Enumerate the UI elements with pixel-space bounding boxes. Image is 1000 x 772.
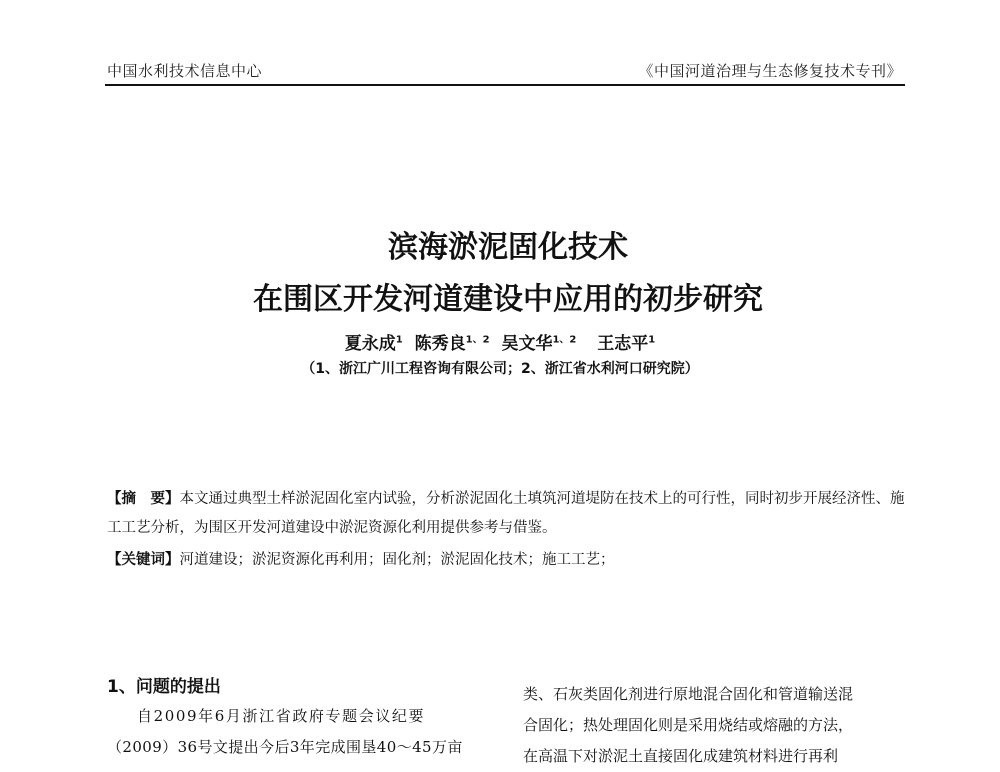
body-line: 自2009年6月浙江省政府专题会议纪要: [137, 707, 426, 725]
section-heading: 1、问题的提出: [107, 677, 221, 697]
title-line-2: 在围区开发河道建设中应用的初步研究: [253, 282, 763, 317]
running-head-right: 《中国河道治理与生态修复技术专刊》: [638, 62, 902, 80]
abstract: [107, 484, 907, 543]
body-column-right: [523, 679, 903, 772]
keywords: [107, 547, 907, 573]
body-line: 合固化；热处理固化则是采用烧结或熔融的方法，: [523, 716, 854, 734]
author-affil-mark: 1: [395, 334, 403, 346]
header-rule: [105, 84, 905, 86]
abstract-label: 【摘 要】: [107, 490, 180, 507]
author-affil-mark: 1: [648, 334, 656, 346]
author: [415, 334, 490, 354]
title-line-1: 滨海淤泥固化技术: [388, 230, 628, 265]
author-name: 王志平: [597, 334, 649, 354]
author-name: 吴文华: [501, 334, 553, 354]
body-line: 在高温下对淤泥土直接固化成建筑材料进行再利: [523, 747, 839, 765]
author: [597, 334, 655, 354]
body-line: 类、石灰类固化剂进行原地混合固化和管道输送混: [523, 685, 854, 703]
author: [501, 334, 576, 354]
author: [345, 334, 403, 354]
affiliations: （1、浙江广川工程咨询有限公司；2、浙江省水利河口研究院）: [301, 361, 699, 377]
body-column-left: [107, 701, 482, 763]
author-name: 夏永成: [344, 334, 396, 354]
keywords-label: 【关键词】: [107, 551, 180, 568]
author-affil-mark: 1、2: [552, 334, 577, 346]
author-list: [0, 329, 1000, 354]
author-affil-mark: 1、2: [465, 334, 490, 346]
abstract-text: 本文通过典型土样淤泥固化室内试验，分析淤泥固化土填筑河道堤防在技术上的可行性，同时初步开展经济性、施工工艺分析，为围区开发河道建设中淤泥资源化利用提供参考与借鉴。: [107, 491, 905, 536]
author-name: 陈秀良: [414, 334, 466, 354]
running-head-left: 中国水利技术信息中心: [107, 62, 263, 80]
keywords-text: 河道建设；淤泥资源化再利用；固化剂；淤泥固化技术；施工工艺；: [179, 552, 615, 568]
body-line: （2009）36号文提出今后3年完成围垦40～45万亩: [107, 738, 463, 756]
